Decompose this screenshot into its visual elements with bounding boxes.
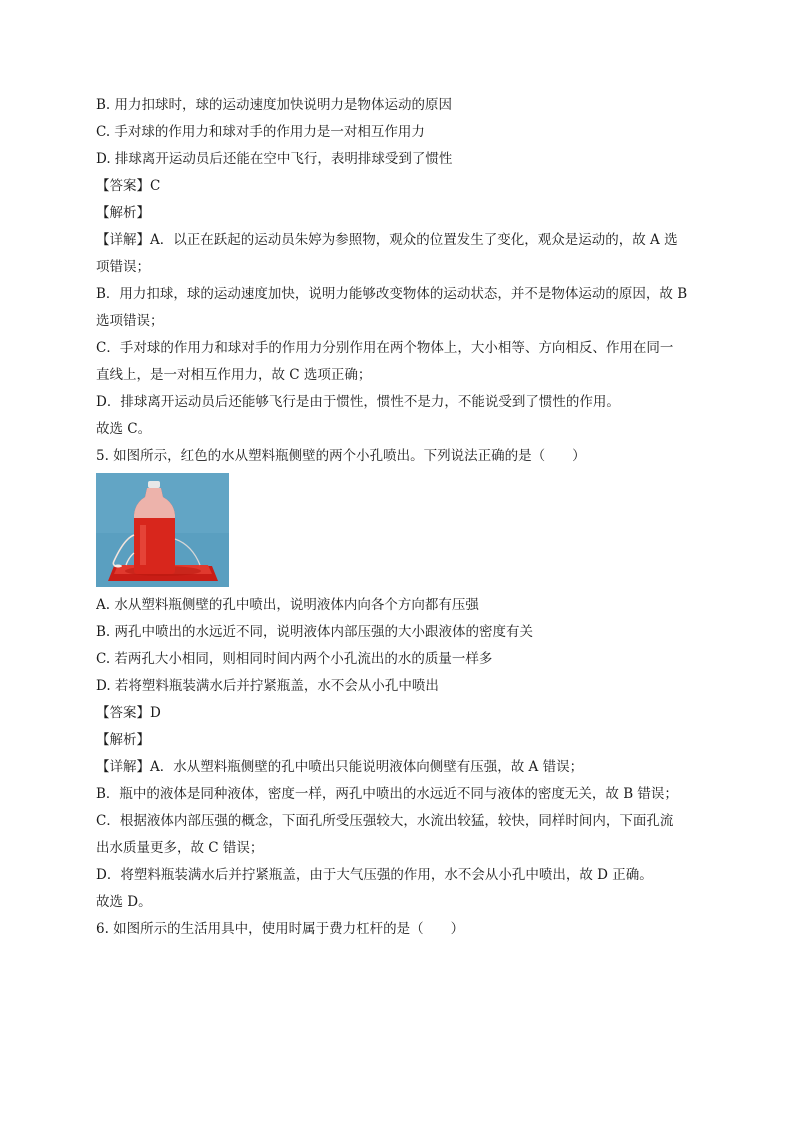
q5-detail-c-line2: 出水质量更多，故 C 错误； [96, 840, 264, 856]
page-content [96, 92, 706, 943]
q5-detail-b: B．瓶中的液体是同种液体，密度一样，两孔中喷出的水远近不同与液体的密度无关，故 B 错误； [96, 786, 678, 802]
q4-detail-c-line2: 直线上，是一对相互作用力，故 C 选项正确； [96, 367, 372, 383]
q4-option-d: D. 排球离开运动员后还能在空中飞行，表明排球受到了惯性 [96, 151, 453, 167]
q4-detail-b-line1: B．用力扣球，球的运动速度加快，说明力能够改变物体的运动状态，并不是物体运动的原因，故 B [96, 286, 688, 302]
q4-option-c: C. 手对球的作用力和球对手的作用力是一对相互作用力 [96, 124, 425, 140]
q5-option-c: C. 若两孔大小相同，则相同时间内两个小孔流出的水的质量一样多 [96, 651, 493, 667]
q5-answer: 【答案】D [96, 705, 161, 721]
q5-option-a: A. 水从塑料瓶侧壁的孔中喷出，说明液体内向各个方向都有压强 [96, 597, 479, 613]
q4-detail-b-line2: 选项错误； [96, 313, 164, 329]
bottle-photo [96, 473, 229, 587]
q5-option-b: B. 两孔中喷出的水远近不同，说明液体内部压强的大小跟液体的密度有关 [96, 624, 534, 640]
q4-option-b: B. 用力扣球时，球的运动速度加快说明力是物体运动的原因 [96, 97, 453, 113]
q4-conclusion: 故选 C。 [96, 421, 152, 437]
q5-stem: 5. 如图所示，红色的水从塑料瓶侧壁的两个小孔喷出。下列说法正确的是（ ） [96, 448, 586, 464]
q5-detail-c-line1: C．根据液体内部压强的概念，下面孔所受压强较大，水流出较猛，较快，同样时间内，下面孔流 [96, 813, 674, 829]
q4-detail-d: D．排球离开运动员后还能够飞行是由于惯性，惯性不是力，不能说受到了惯性的作用。 [96, 394, 620, 410]
q5-conclusion: 故选 D。 [96, 894, 152, 910]
q5-detail-a: 【详解】A．水从塑料瓶侧壁的孔中喷出只能说明液体向侧壁有压强，故 A 错误； [96, 759, 584, 775]
q4-detail-a-line2: 项错误； [96, 259, 150, 275]
q6-stem: 6. 如图所示的生活用具中，使用时属于费力杠杆的是（ ） [96, 921, 465, 937]
q4-analysis-label: 【解析】 [96, 205, 150, 221]
q5-detail-d: D．将塑料瓶装满水后并拧紧瓶盖，由于大气压强的作用，水不会从小孔中喷出，故 D 正确。 [96, 867, 653, 883]
q5-analysis-label: 【解析】 [96, 732, 150, 748]
q4-answer: 【答案】C [96, 178, 161, 194]
q5-option-d: D. 若将塑料瓶装满水后并拧紧瓶盖，水不会从小孔中喷出 [96, 678, 439, 694]
q4-detail-a-line1: 【详解】A．以正在跃起的运动员朱婷为参照物，观众的位置发生了变化，观众是运动的，故 A 选 [96, 232, 678, 248]
q4-detail-c-line1: C．手对球的作用力和球对手的作用力分别作用在两个物体上，大小相等、方向相反、作用在同一 [96, 340, 674, 356]
